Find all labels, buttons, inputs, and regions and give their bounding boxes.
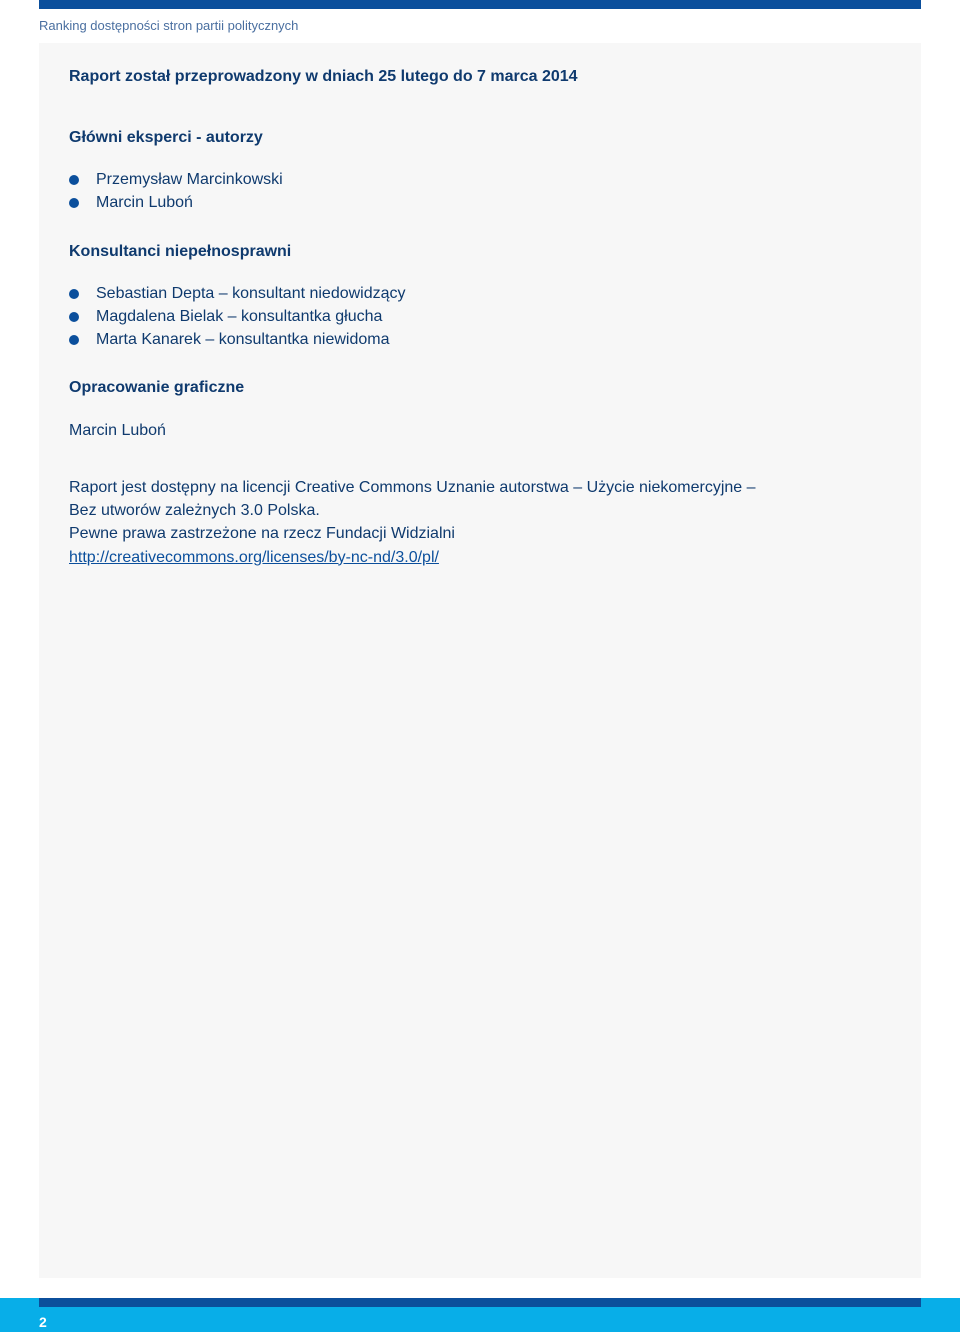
expert-name: Marcin Luboń (96, 194, 193, 212)
experts-heading: Główni eksperci - autorzy (69, 129, 263, 146)
list-item (69, 191, 889, 214)
main-content (69, 66, 889, 569)
license-line-1: Raport jest dostępny na licencji Creative Commons Uznanie autorstwa – Użycie niekomercyjne – (69, 478, 756, 496)
bullet-icon (69, 312, 79, 322)
graphics-heading: Opracowanie graficzne (69, 379, 245, 397)
license-link[interactable]: http://creativecommons.org/licenses/by-nc-nd/3.0/pl/ (69, 548, 439, 566)
consultants-list (69, 282, 889, 352)
running-header: Ranking dostępności stron partii politycznych (39, 18, 299, 33)
bullet-icon (69, 335, 79, 345)
page-number: 2 (39, 1314, 47, 1330)
experts-list (69, 168, 889, 215)
license-link-line (69, 546, 889, 569)
footer-accent-bar (39, 1298, 921, 1307)
top-accent-bar (39, 0, 921, 9)
license-line-2: Bez utworów zależnych 3.0 Polska. (69, 502, 320, 520)
bullet-icon (69, 198, 79, 208)
consultant-entry: Marta Kanarek – konsultantka niewidoma (96, 331, 390, 349)
expert-name: Przemysław Marcinkowski (96, 171, 283, 188)
license-line-3: Pewne prawa zastrzeżone na rzecz Fundacji Widzialni (69, 525, 455, 543)
list-item (69, 328, 889, 351)
bullet-icon (69, 289, 79, 299)
consultant-entry: Magdalena Bielak – konsultantka głucha (96, 307, 383, 325)
graphics-author: Marcin Luboń (69, 422, 166, 440)
consultants-heading: Konsultanci niepełnosprawni (69, 242, 292, 260)
list-item (69, 168, 889, 191)
list-item (69, 305, 889, 328)
report-date-heading: Raport został przeprowadzony w dniach 25 lutego do 7 marca 2014 (69, 68, 578, 85)
consultant-entry: Sebastian Depta – konsultant niedowidzący (96, 284, 406, 302)
bullet-icon (69, 175, 79, 185)
list-item (69, 282, 889, 305)
